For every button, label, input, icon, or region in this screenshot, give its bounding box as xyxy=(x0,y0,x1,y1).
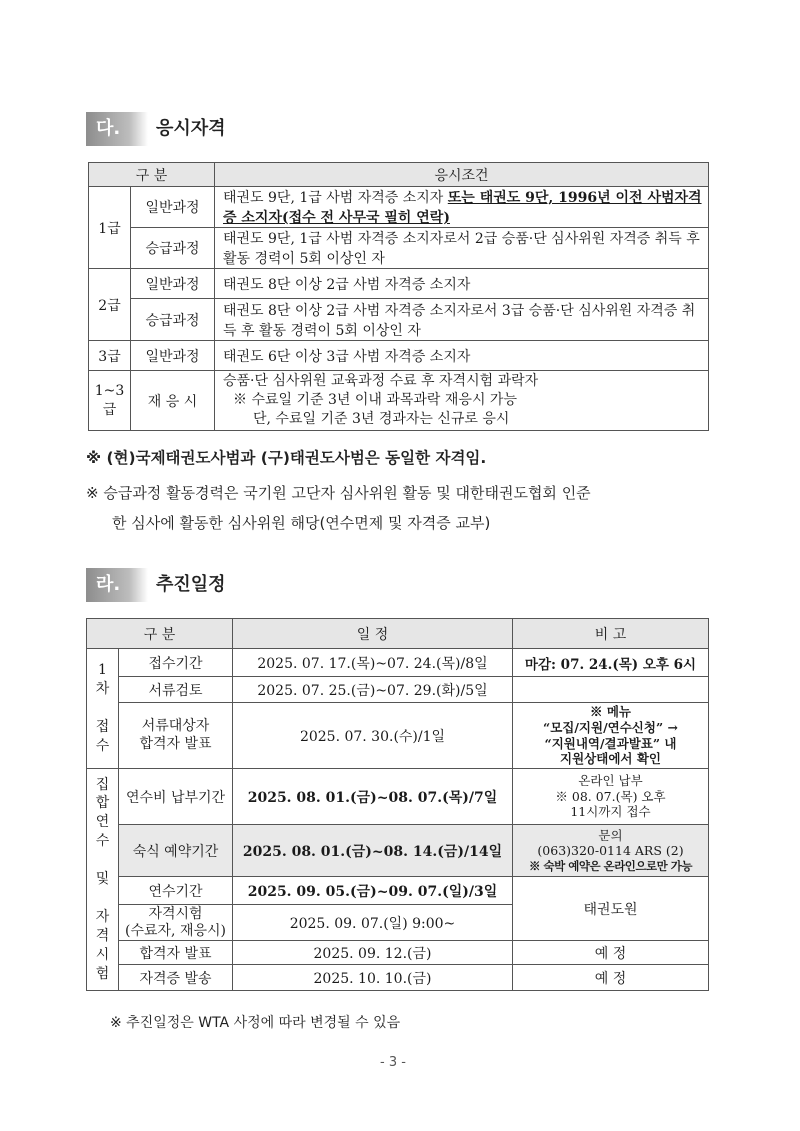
grade-cell: 1급 xyxy=(89,187,131,269)
course-cell: 일반과정 xyxy=(131,269,215,299)
date-cell: 2025. 08. 01.(금)~08. 07.(목)/7일 xyxy=(233,769,513,825)
item-cell: 연수기간 xyxy=(119,877,233,905)
grade-cell: 1~3급 xyxy=(89,371,131,431)
header-remark: 비 고 xyxy=(513,619,709,649)
remark-cell: 마감: 07. 24.(목) 오후 6시 xyxy=(513,649,709,677)
item-cell: 서류검토 xyxy=(119,677,233,703)
note-activity-line1: ※ 승급과정 활동경력은 국기원 고단자 심사위원 활동 및 대한태권도협회 인준 xyxy=(86,484,591,502)
item-cell: 서류대상자 합격자 발표 xyxy=(119,703,233,769)
header-condition: 응시조건 xyxy=(215,163,709,187)
remark-cell: 예 정 xyxy=(513,965,709,991)
remark-cell xyxy=(513,677,709,703)
date-cell: 2025. 07. 17.(목)~07. 24.(목)/8일 xyxy=(233,649,513,677)
item-cell: 접수기간 xyxy=(119,649,233,677)
course-cell: 일반과정 xyxy=(131,187,215,228)
note-equivalence: ※ (현)국제태권도사범과 (구)태권도사범은 동일한 자격임. xyxy=(86,449,487,467)
condition-cell: 승품·단 심사위원 교육과정 수료 후 자격시험 과락자 ※ 수료일 기준 3년 이내 과목과락 재응시 가능 단, 수료일 기준 3년 경과자는 신규로 응시 xyxy=(215,371,709,431)
date-cell: 2025. 09. 05.(금)~09. 07.(일)/3일 xyxy=(233,877,513,905)
item-cell: 합격자 발표 xyxy=(119,941,233,965)
section-da-header xyxy=(86,112,386,146)
condition-cell: 태권도 6단 이상 3급 사범 자격증 소지자 xyxy=(215,341,709,371)
header-category: 구 분 xyxy=(89,163,215,187)
date-cell: 2025. 09. 07.(일) 9:00~ xyxy=(233,905,513,941)
condition-cell: 태권도 9단, 1급 사범 자격증 소지자 또는 태권도 9단, 1996년 이전 사범자격증 소지자(접수 전 사무국 필히 연락) xyxy=(215,187,709,228)
qualification-table xyxy=(88,162,709,431)
date-cell: 2025. 07. 25.(금)~07. 29.(화)/5일 xyxy=(233,677,513,703)
header-date: 일 정 xyxy=(233,619,513,649)
schedule-table xyxy=(86,618,709,991)
item-cell: 자격증 발송 xyxy=(119,965,233,991)
condition-cell: 태권도 9단, 1급 사범 자격증 소지자로서 2급 승품·단 심사위원 자격증 취득 후 활동 경력이 5회 이상인 자 xyxy=(215,228,709,269)
remark-cell: 문의 (063)320-0114 ARS (2) ※ 숙박 예약은 온라인으로만 가능 xyxy=(513,825,709,877)
section-number: 라. xyxy=(86,568,148,602)
item-cell: 숙식 예약기간 xyxy=(119,825,233,877)
condition-cell: 태권도 8단 이상 2급 사범 자격증 소지자로서 3급 승품·단 심사위원 자격증 취득 후 활동 경력이 5회 이상인 자 xyxy=(215,299,709,341)
course-cell: 승급과정 xyxy=(131,228,215,269)
condition-cell: 태권도 8단 이상 2급 사범 자격증 소지자 xyxy=(215,269,709,299)
section-ra-header xyxy=(86,568,386,602)
section-title: 응시자격 xyxy=(156,118,226,139)
grade-cell: 2급 xyxy=(89,269,131,341)
page-number: - 3 - xyxy=(380,1055,406,1070)
date-cell: 2025. 07. 30.(수)/1일 xyxy=(233,703,513,769)
course-cell: 재 응 시 xyxy=(131,371,215,431)
group-first-application: 1 차 접 수 xyxy=(87,649,119,769)
item-cell: 자격시험 (수료자, 재응시) xyxy=(119,905,233,941)
remark-cell: 태권도원 xyxy=(513,877,709,941)
course-cell: 승급과정 xyxy=(131,299,215,341)
note-activity-line2: 한 심사에 활동한 심사위원 해당(연수면제 및 자격증 교부) xyxy=(112,514,491,532)
section-number: 다. xyxy=(86,112,148,146)
section-title: 추진일정 xyxy=(156,574,226,595)
header-category: 구 분 xyxy=(87,619,233,649)
date-cell: 2025. 08. 01.(금)~08. 14.(금)/14일 xyxy=(233,825,513,877)
date-cell: 2025. 10. 10.(금) xyxy=(233,965,513,991)
course-cell: 일반과정 xyxy=(131,341,215,371)
group-training-exam: 집 합 연 수 및 자 격 시 험 xyxy=(87,769,119,991)
remark-cell: 온라인 납부 ※ 08. 07.(목) 오후 11시까지 접수 xyxy=(513,769,709,825)
schedule-footnote: ※ 추진일정은 WTA 사정에 따라 변경될 수 있음 xyxy=(110,1015,401,1031)
remark-cell: 예 정 xyxy=(513,941,709,965)
date-cell: 2025. 09. 12.(금) xyxy=(233,941,513,965)
grade-cell: 3급 xyxy=(89,341,131,371)
item-cell: 연수비 납부기간 xyxy=(119,769,233,825)
remark-cell: ※ 메뉴 “모집/지원/연수신청” → “지원내역/결과발표” 내 지원상태에서 확인 xyxy=(513,703,709,769)
